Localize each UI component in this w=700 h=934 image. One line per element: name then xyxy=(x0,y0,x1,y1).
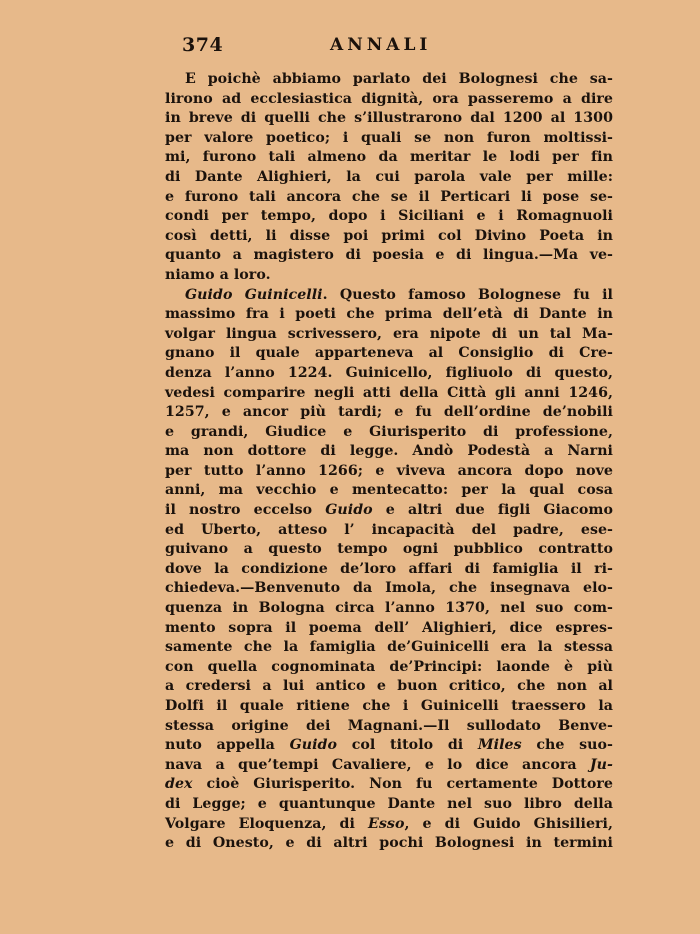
text-line xyxy=(165,834,613,854)
text-run: il nostro eccelso xyxy=(165,502,326,519)
text-run: nava a que’tempi Cavaliere, e lo dice ancora xyxy=(165,756,590,773)
body-text xyxy=(165,70,613,854)
text-run: condi per tempo, dopo i Siciliani e i Romagnuoli xyxy=(165,208,613,225)
text-line xyxy=(165,403,613,423)
text-run: anni, ma vecchio e mentecatto: per la qual cosa xyxy=(165,482,613,499)
text-run: di Legge; e quantunque Dante nel suo libro della xyxy=(165,795,613,812)
text-line xyxy=(165,305,613,325)
text-run: per valore poetico; i quali se non furon moltissi- xyxy=(165,129,613,146)
paragraph xyxy=(165,70,613,286)
text-run: chiedeva.—Benvenuto da Imola, che insegnava elo- xyxy=(165,580,613,597)
text-run: ed Uberto, atteso l’ incapacità del padre, ese- xyxy=(165,521,613,538)
text-run: E poichè abbiamo parlato dei Bolognesi che sa- xyxy=(185,71,613,87)
running-head: ANNALI xyxy=(330,35,432,55)
text-line xyxy=(165,148,613,168)
text-run: di Dante Alighieri, la cui parola vale per mille: xyxy=(165,168,613,185)
text-line xyxy=(165,129,613,149)
page-number: 374 xyxy=(182,34,224,56)
text-run: così detti, li disse poi primi col Divino Poeta in xyxy=(165,227,613,244)
italic-text: Guido xyxy=(325,502,373,519)
text-line xyxy=(165,344,613,364)
text-line xyxy=(165,540,613,560)
italic-text: Esso xyxy=(368,815,405,832)
text-line xyxy=(165,579,613,599)
text-line xyxy=(165,207,613,227)
text-line xyxy=(165,384,613,404)
text-run: Dolfi il quale ritiene che i Guinicelli traessero la xyxy=(165,698,613,714)
text-run: col titolo di xyxy=(337,737,478,754)
text-line xyxy=(165,560,613,580)
text-run: massimo fra i poeti che prima dell’età di Dante in xyxy=(165,306,613,323)
text-line xyxy=(165,677,613,697)
text-run: , e di Guido Ghisilieri, xyxy=(404,815,613,832)
text-run: guivano a questo tempo ogni pubblico contratto xyxy=(165,541,613,558)
text-line xyxy=(165,168,613,188)
text-line xyxy=(165,70,613,90)
text-run: samente che la famiglia de’Guinicelli era la stessa xyxy=(165,639,613,656)
italic-text: Ju- xyxy=(589,756,613,773)
text-run: con quella cognominata de’Principi: laonde è più xyxy=(165,658,613,675)
text-line xyxy=(165,795,613,815)
text-run: . Questo famoso Bolognese fu il xyxy=(322,286,613,303)
text-run: mi, furono tali almeno da meritar le lodi per fin xyxy=(165,149,613,166)
text-line xyxy=(165,599,613,619)
text-line xyxy=(165,717,613,737)
text-run: lirono ad ecclesiastica dignità, ora passeremo a dire xyxy=(165,90,613,107)
paragraph xyxy=(165,286,613,854)
text-run: quanto a magistero di poesia e di lingua.—Ma ve- xyxy=(165,247,613,264)
text-line xyxy=(165,658,613,678)
text-line xyxy=(165,521,613,541)
text-line xyxy=(165,638,613,658)
text-line xyxy=(165,266,613,286)
text-run: e di Onesto, e di altri pochi Bolognesi in termini xyxy=(165,835,613,852)
text-line xyxy=(165,442,613,462)
text-line xyxy=(165,756,613,776)
italic-text: dex xyxy=(165,776,193,793)
text-line xyxy=(165,90,613,110)
text-line xyxy=(165,501,613,521)
text-line xyxy=(165,815,613,835)
text-line xyxy=(165,481,613,501)
text-line xyxy=(165,775,613,795)
text-line xyxy=(165,286,613,306)
text-line xyxy=(165,325,613,345)
text-run: e altri due figli Giacomo xyxy=(372,502,613,519)
text-run: Volgare Eloquenza, di xyxy=(165,815,369,832)
text-run: volgar lingua scrivessero, era nipote di un tal Ma- xyxy=(165,325,613,342)
text-line xyxy=(165,736,613,756)
text-run: stessa origine dei Magnani.—Il sullodato Benve- xyxy=(165,717,613,734)
text-run: a credersi a lui antico e buon critico, che non al xyxy=(165,678,613,695)
text-run: quenza in Bologna circa l’anno 1370, nel suo com- xyxy=(165,600,613,617)
text-run: per tutto l’anno 1266; e viveva ancora dopo nove xyxy=(165,462,613,479)
text-run: ma non dottore di legge. Andò Podestà a Narni xyxy=(165,443,613,460)
text-line xyxy=(165,227,613,247)
text-line xyxy=(165,109,613,129)
text-run: nuto appella xyxy=(165,737,290,754)
text-run: niamo a loro. xyxy=(165,266,271,283)
text-line xyxy=(165,462,613,482)
text-line xyxy=(165,423,613,443)
text-run: vedesi comparire negli atti della Città gli anni 1246, xyxy=(165,384,613,401)
text-line xyxy=(165,697,613,717)
text-run: e furono tali ancora che se il Perticari li pose se- xyxy=(165,188,613,205)
text-line xyxy=(165,619,613,639)
text-run: in breve di quelli che s’illustrarono dal 1200 al 1300 xyxy=(165,110,613,127)
text-line xyxy=(165,246,613,266)
italic-text: Guido xyxy=(289,737,338,754)
text-run: dove la condizione de’loro affari di famiglia il ri- xyxy=(165,560,613,577)
text-run: denza l’anno 1224. Guinicello, figliuolo di questo, xyxy=(165,364,613,381)
text-run: che suo- xyxy=(521,737,613,754)
italic-text: Guido Guinicelli xyxy=(185,286,323,303)
text-run: mento sopra il poema dell’ Alighieri, dice espres- xyxy=(165,619,613,636)
text-line xyxy=(165,364,613,384)
text-line xyxy=(165,188,613,208)
text-run: 1257, e ancor più tardi; e fu dell’ordine de’nobili xyxy=(165,404,613,421)
text-run: e grandi, Giudice e Giurisperito di professione, xyxy=(165,423,613,440)
text-run: gnano il quale apparteneva al Consiglio di Cre- xyxy=(165,345,613,362)
italic-text: Miles xyxy=(477,737,522,754)
text-run: cioè Giurisperito. Non fu certamente Dottore xyxy=(192,776,613,793)
page-header xyxy=(182,34,612,60)
